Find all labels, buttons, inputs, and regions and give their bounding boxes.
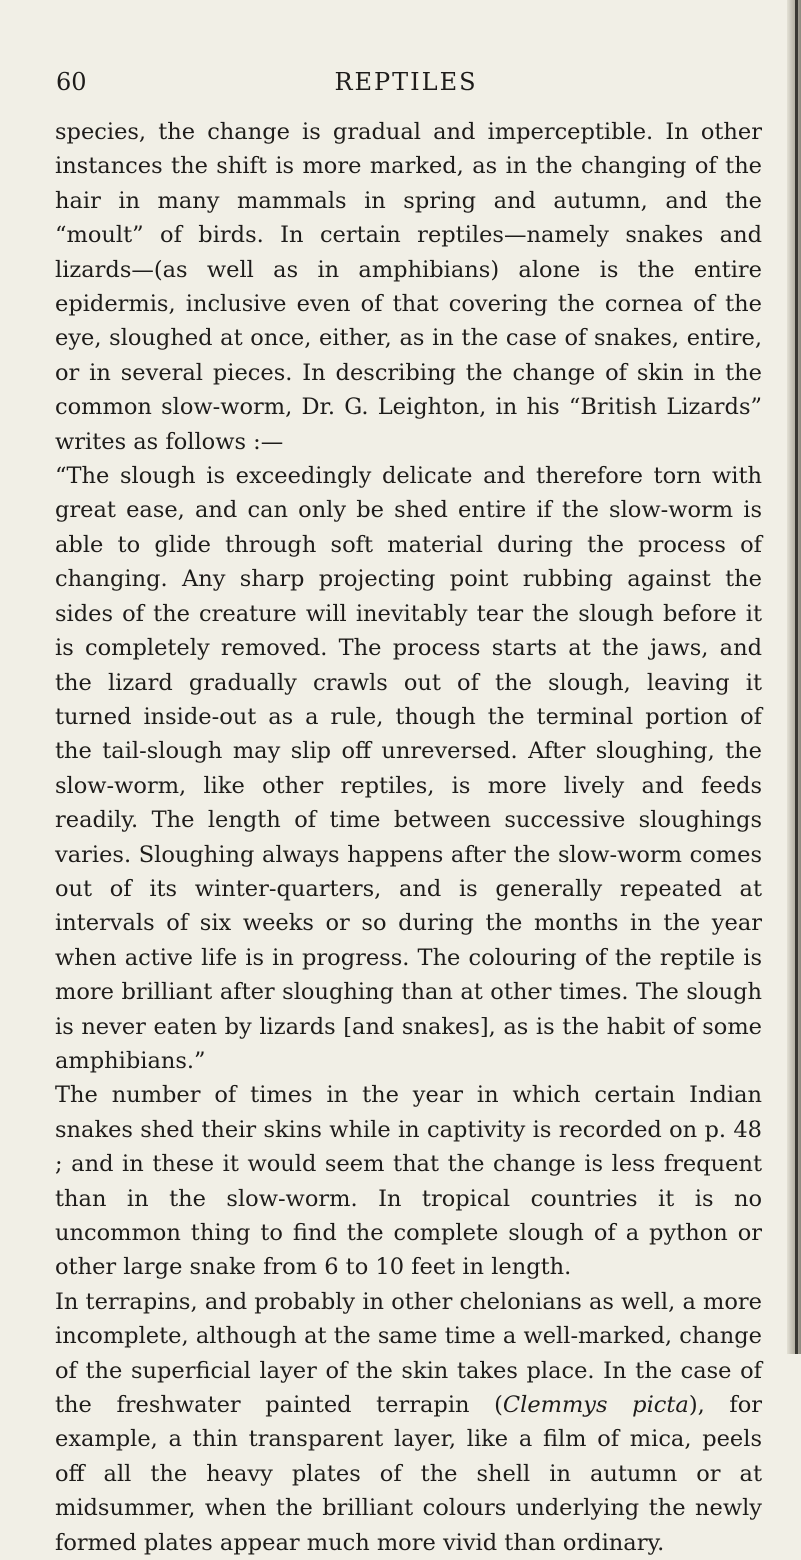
page-number: 60	[56, 68, 87, 96]
running-head	[56, 68, 756, 104]
paragraph-2-quotation: “The slough is exceedingly delicate and therefore torn with great ease, and can only be shed entire if the slow-worm is able to glide through soft material during the process of changing. Any sharp projecting point rubbing against the sides of the creature will inevitably tear the slough before it is completely removed. The process starts at the jaws, and the lizard gradually crawls out of the slough, leaving it turned inside-out as a rule, though the terminal portion of the tail-slough may slip off unreversed. After sloughing, the slow-worm, like other reptiles, is more lively and feeds readily. The length of time between successive sloughings varies. Sloughing always happens after the slow-worm comes out of its winter-quarters, and is generally repeated at intervals of six weeks or so during the months in the year when active life is in progress. The colouring of the reptile is more brilliant after sloughing than at other times. The slough is never eaten by lizards [and snakes], as is the habit of some amphibians.”	[55, 463, 762, 1074]
species-name: Clemmys picta	[502, 1392, 689, 1419]
running-title: REPTILES	[334, 68, 478, 96]
paragraph-4-part-2: ), for example, a thin transparent layer, like a film of mica, peels off all the heavy plates of the shell in autumn or at midsummer, when the brilliant colours underlying the newly formed plates appear much more vivid than ordinary.	[55, 1392, 762, 1556]
paragraph-3: The number of times in the year in which certain Indian snakes shed their skins while in captivity is recorded on p. 48 ; and in these it would seem that the change is less frequent than in the slow-worm. In tropical countries it is no uncommon thing to find the complete slough of a python or other large snake from 6 to 10 feet in length.	[55, 1082, 762, 1281]
body-text	[55, 115, 762, 1560]
paragraph-1: species, the change is gradual and imperceptible. In other instances the shift is more marked, as in the changing of the hair in many mammals in spring and autumn, and the “moult” of birds. In certain reptiles—namely snakes and lizards—(as well as in amphibians) alone is the entire epidermis, inclusive even of that covering the cornea of the eye, sloughed at once, either, as in the case of snakes, entire, or in several pieces. In describing the change of skin in the common slow-worm, Dr. G. Leighton, in his “British Lizards” writes as follows :—	[55, 119, 762, 455]
paragraph-4	[55, 1285, 762, 1560]
page-edge-line	[795, 0, 798, 1354]
page-edge-shadow	[787, 0, 801, 1354]
paragraph-4-part-1: In terrapins, and probably in other chelonians as well, a more incomplete, although at the same time a well-marked, change of the superficial layer of the skin takes place. In the case of the freshwater painted terrapin (	[55, 1288, 762, 1419]
